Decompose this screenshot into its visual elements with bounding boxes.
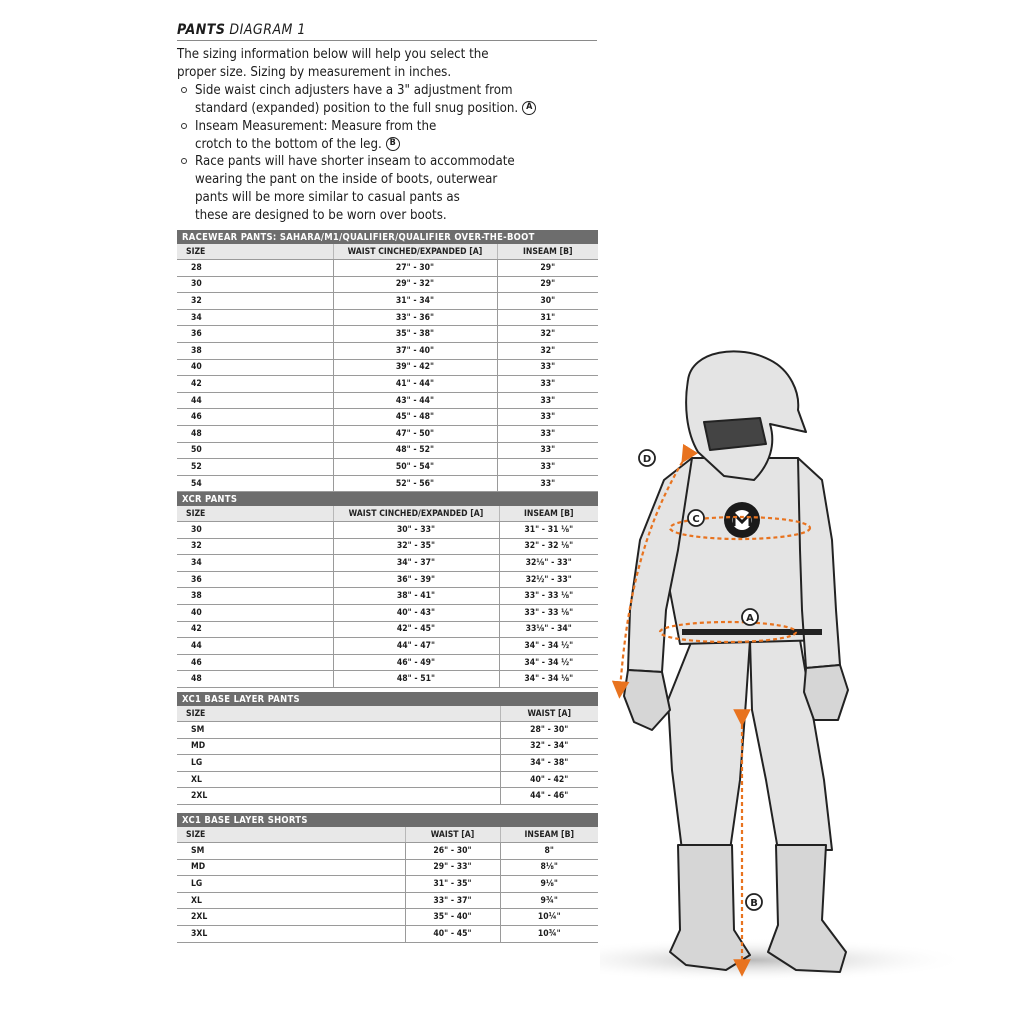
table-row (177, 771, 598, 788)
table-row (177, 722, 598, 739)
col-header-waist: WAIST CINCHED/EXPANDED [A] (333, 244, 497, 260)
size-cell: 38 (177, 342, 333, 359)
measurement-cell: 33" - 37" (405, 892, 500, 909)
table-row (177, 909, 598, 926)
size-cell: 2XL (177, 909, 405, 926)
col-header-size: SIZE (177, 706, 500, 722)
table-row (177, 326, 598, 343)
brand-logo-icon (724, 502, 760, 538)
marker-c-icon: C (692, 514, 700, 525)
size-cell: 36 (177, 571, 333, 588)
size-cell: 2XL (177, 788, 500, 805)
marker-b-icon: B (750, 898, 758, 909)
measurement-cell: 47" - 50" (333, 425, 497, 442)
measurement-cell: 33" - 33 ⅛" (499, 588, 598, 605)
measurement-cell: 29" (497, 276, 598, 293)
col-header-inseam: INSEAM [B] (497, 244, 598, 260)
table-title: RACEWEAR PANTS: SAHARA/M1/QUALIFIER/QUALIFIER OVER-THE-BOOT (177, 230, 598, 244)
measurement-cell: 36" - 39" (333, 571, 499, 588)
measurement-cell: 29" (497, 260, 598, 277)
table-row (177, 342, 598, 359)
col-header-size: SIZE (177, 506, 333, 522)
table-row (177, 555, 598, 572)
bullet-line: Side waist cinch adjusters have a 3" adjustment from (195, 82, 513, 98)
size-cell: MD (177, 738, 500, 755)
table-row (177, 276, 598, 293)
bullet-line (195, 100, 607, 118)
col-header-inseam: INSEAM [B] (500, 827, 598, 843)
size-cell: 30 (177, 522, 333, 539)
measurement-cell: 43" - 44" (333, 392, 497, 409)
measurement-cell: 44" - 46" (500, 788, 598, 805)
size-cell: 48 (177, 671, 333, 688)
measurement-cell: 50" - 54" (333, 459, 497, 476)
size-cell: 40 (177, 359, 333, 376)
table-row (177, 892, 598, 909)
intro-text (177, 46, 607, 225)
heading-light: DIAGRAM 1 (229, 22, 306, 38)
measurement-cell: 33" (497, 425, 598, 442)
size-cell: MD (177, 859, 405, 876)
measurement-cell: 31" - 34" (333, 293, 497, 310)
measurement-cell: 32½" - 33" (499, 571, 598, 588)
measurement-cell: 29" - 33" (405, 859, 500, 876)
col-header-inseam: INSEAM [B] (499, 506, 598, 522)
table-row (177, 876, 598, 893)
racewear-pants-table (177, 230, 598, 492)
measurement-cell: 48" - 51" (333, 671, 499, 688)
measurement-cell: 39" - 42" (333, 359, 497, 376)
measurement-cell: 27" - 30" (333, 260, 497, 277)
measurement-cell: 48" - 52" (333, 442, 497, 459)
table-row (177, 442, 598, 459)
table-row (177, 671, 598, 688)
intro-line-1: The sizing information below will help you select the (177, 47, 489, 62)
measurement-cell: 42" - 45" (333, 621, 499, 638)
bullet-line: wearing the pant on the inside of boots, outerwear (195, 172, 498, 188)
table-row (177, 621, 598, 638)
size-cell: 52 (177, 459, 333, 476)
table-row (177, 425, 598, 442)
xc1-base-layer-shorts-table (177, 813, 598, 943)
marker-b-icon: B (386, 137, 400, 151)
size-cell: 40 (177, 604, 333, 621)
table-row (177, 654, 598, 671)
size-cell: SM (177, 843, 405, 860)
pants-left-leg (668, 640, 750, 850)
xc1-base-layer-pants-table (177, 692, 598, 805)
measurement-cell: 29" - 32" (333, 276, 497, 293)
boot-left (670, 845, 750, 970)
col-header-waist: WAIST [A] (405, 827, 500, 843)
col-header-size: SIZE (177, 244, 333, 260)
size-cell: 34 (177, 309, 333, 326)
size-cell: LG (177, 755, 500, 772)
measurement-cell: 34" - 34 ⅛" (499, 671, 598, 688)
measurement-cell: 38" - 41" (333, 588, 499, 605)
measurement-cell: 33" - 33 ⅛" (499, 604, 598, 621)
measurement-cell: 34" - 34 ½" (499, 654, 598, 671)
size-cell: 34 (177, 555, 333, 572)
measurement-cell: 31" - 35" (405, 876, 500, 893)
bullet-item (177, 118, 607, 154)
table-row (177, 755, 598, 772)
table-row (177, 571, 598, 588)
measurement-cell: 40" - 42" (500, 771, 598, 788)
rider-illustration (600, 340, 1024, 1024)
table-row (177, 392, 598, 409)
bullet-line-text: crotch to the bottom of the leg. (195, 136, 382, 152)
size-cell: 32 (177, 538, 333, 555)
size-cell: 3XL (177, 925, 405, 942)
measurement-cell: 32" - 32 ⅛" (499, 538, 598, 555)
measurement-cell: 32" (497, 326, 598, 343)
size-cell: 28 (177, 260, 333, 277)
table-row (177, 925, 598, 942)
measurement-cell: 37" - 40" (333, 342, 497, 359)
measurement-cell: 33" (497, 359, 598, 376)
size-cell: 48 (177, 425, 333, 442)
table-row (177, 788, 598, 805)
table-row (177, 638, 598, 655)
table-row (177, 293, 598, 310)
measurement-cell: 34" - 38" (500, 755, 598, 772)
marker-a-icon: A (522, 101, 536, 115)
bullet-line (195, 136, 607, 154)
measurement-cell: 40" - 43" (333, 604, 499, 621)
measurement-cell: 10¼" (500, 909, 598, 926)
marker-d-icon: D (642, 454, 652, 465)
measurement-cell: 10¾" (500, 925, 598, 942)
bullet-line: Race pants will have shorter inseam to accommodate (195, 154, 515, 170)
measurement-cell: 33" (497, 475, 598, 492)
measurement-cell: 26" - 30" (405, 843, 500, 860)
table-title: XC1 BASE LAYER SHORTS (177, 813, 598, 827)
measurement-cell: 33⅛" - 34" (499, 621, 598, 638)
bullet-list (177, 82, 607, 225)
intro-line-2: proper size. Sizing by measurement in inches. (177, 64, 452, 80)
table-row (177, 522, 598, 539)
size-cell: XL (177, 771, 500, 788)
bullet-item (177, 153, 607, 225)
heading-bold: PANTS (177, 22, 226, 38)
measurement-cell: 30" - 33" (333, 522, 499, 539)
size-cell: SM (177, 722, 500, 739)
measurement-cell: 9¾" (500, 892, 598, 909)
bullet-line: Inseam Measurement: Measure from the (195, 118, 437, 134)
measurement-cell: 8" (500, 843, 598, 860)
measurement-cell: 32⅛" - 33" (499, 555, 598, 572)
size-cell: 32 (177, 293, 333, 310)
size-cell: 46 (177, 409, 333, 426)
measurement-cell: 45" - 48" (333, 409, 497, 426)
glove-right (804, 665, 848, 720)
diagram-heading (177, 22, 597, 41)
measurement-cell: 35" - 40" (405, 909, 500, 926)
size-cell: 42 (177, 376, 333, 393)
size-cell: XL (177, 892, 405, 909)
table-row (177, 409, 598, 426)
size-cell: 54 (177, 475, 333, 492)
table-row (177, 309, 598, 326)
measurement-cell: 33" (497, 459, 598, 476)
size-cell: 44 (177, 392, 333, 409)
measurement-cell: 31" (497, 309, 598, 326)
size-cell: 36 (177, 326, 333, 343)
measurement-cell: 8⅛" (500, 859, 598, 876)
measurement-cell: 31" - 31 ⅛" (499, 522, 598, 539)
table-row (177, 859, 598, 876)
goggles (704, 418, 766, 450)
bullet-line: these are designed to be worn over boots. (195, 208, 447, 224)
size-cell: 42 (177, 621, 333, 638)
measurement-cell: 30" (497, 293, 598, 310)
boot-right (768, 845, 846, 972)
col-header-waist: WAIST [A] (500, 706, 598, 722)
marker-a-icon: A (746, 613, 754, 624)
size-cell: 50 (177, 442, 333, 459)
xcr-pants-table (177, 492, 598, 688)
measurement-cell: 34" - 34 ½" (499, 638, 598, 655)
bullet-line-text: standard (expanded) position to the full snug position. (195, 100, 519, 116)
size-cell: 46 (177, 654, 333, 671)
jersey-right-arm (798, 458, 840, 668)
measurement-cell: 32" (497, 342, 598, 359)
measurement-cell: 33" (497, 376, 598, 393)
table-row (177, 538, 598, 555)
col-header-size: SIZE (177, 827, 405, 843)
table-row (177, 260, 598, 277)
measurement-cell: 44" - 47" (333, 638, 499, 655)
measurement-cell: 35" - 38" (333, 326, 497, 343)
table-row (177, 359, 598, 376)
table-title: XC1 BASE LAYER PANTS (177, 692, 598, 706)
measurement-cell: 40" - 45" (405, 925, 500, 942)
measurement-cell: 41" - 44" (333, 376, 497, 393)
size-cell: 30 (177, 276, 333, 293)
measurement-cell: 32" - 34" (500, 738, 598, 755)
size-cell: 44 (177, 638, 333, 655)
size-cell: LG (177, 876, 405, 893)
table-title: XCR PANTS (177, 492, 598, 506)
measurement-cell: 33" (497, 409, 598, 426)
glove-left (624, 670, 670, 730)
measurement-cell: 34" - 37" (333, 555, 499, 572)
measurement-cell: 33" (497, 392, 598, 409)
table-row (177, 459, 598, 476)
table-row (177, 376, 598, 393)
table-row (177, 738, 598, 755)
measurement-cell: 28" - 30" (500, 722, 598, 739)
table-row (177, 475, 598, 492)
size-cell: 38 (177, 588, 333, 605)
col-header-waist: WAIST CINCHED/EXPANDED [A] (333, 506, 499, 522)
measurement-cell: 33" - 36" (333, 309, 497, 326)
measurement-cell: 46" - 49" (333, 654, 499, 671)
measurement-cell: 52" - 56" (333, 475, 497, 492)
table-row (177, 604, 598, 621)
measurement-cell: 33" (497, 442, 598, 459)
bullet-line: pants will be more similar to casual pants as (195, 190, 460, 206)
measurement-cell: 32" - 35" (333, 538, 499, 555)
bullet-item (177, 82, 607, 118)
table-row (177, 588, 598, 605)
table-row (177, 843, 598, 860)
measurement-cell: 9⅛" (500, 876, 598, 893)
